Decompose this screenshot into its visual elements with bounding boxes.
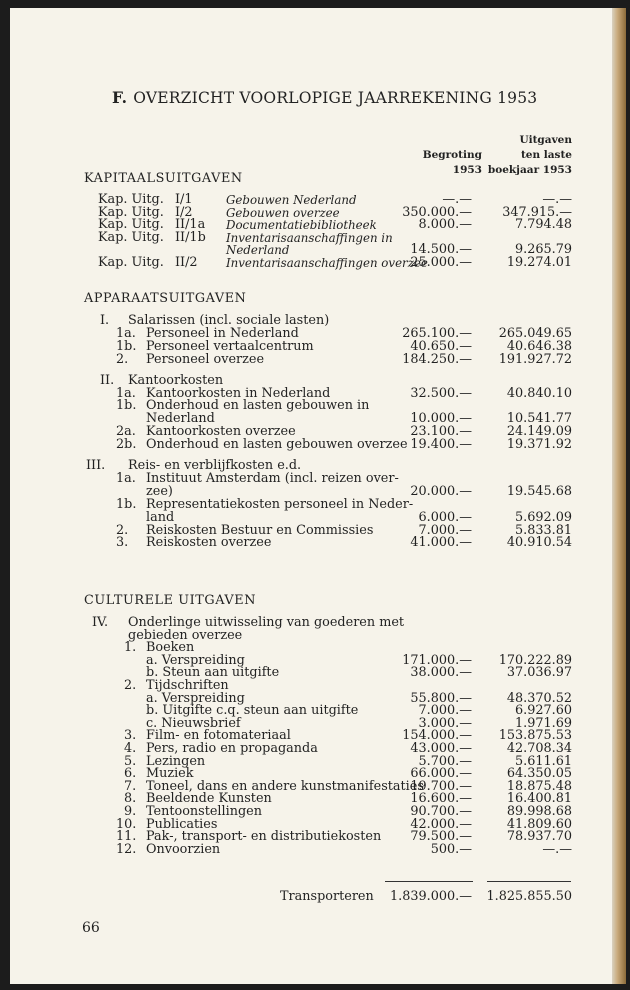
begroting-value: 19.400.— <box>410 437 472 453</box>
begroting-value: 184.250.— <box>402 351 472 367</box>
begroting-value: —.— <box>442 192 472 207</box>
item-number: 4. <box>124 741 137 756</box>
section-apparaatsuitgaven: APPARAATSUITGAVEN <box>84 291 247 306</box>
uitgaven-value: 1.971.69 <box>515 715 572 731</box>
item-label: Muziek <box>146 766 194 782</box>
item-label: Publicaties <box>146 816 218 832</box>
uitgaven-value: 9.265.79 <box>515 242 572 258</box>
uitgaven-value: 170.222.89 <box>498 652 572 668</box>
item-label: Kantoorkosten in Nederland <box>146 385 331 401</box>
begroting-value: 154.000.— <box>402 728 472 744</box>
begroting-value: 16.600.— <box>410 791 472 807</box>
uitgaven-value: 265.049.65 <box>498 325 572 341</box>
group-number: II. <box>100 372 115 388</box>
table-row <box>10 536 612 550</box>
item-number: 2. <box>116 522 129 538</box>
uitgaven-line-2: ten laste <box>520 149 572 161</box>
begroting-value: 32.500.— <box>410 385 472 401</box>
kap-description: Nederland <box>226 243 290 258</box>
begroting-value: 38.000.— <box>410 665 472 681</box>
kap-description: Gebouwen Nederland <box>226 193 357 207</box>
item-label: zee) <box>146 483 173 499</box>
item-label: Tentoonstellingen <box>146 804 262 819</box>
item-number: 9. <box>124 804 137 819</box>
item-label: Onderhoud en lasten gebouwen overzee <box>146 437 408 453</box>
item-label: a. Verspreiding <box>146 690 245 706</box>
begroting-line-1: Begroting <box>422 149 482 161</box>
group-number: III. <box>86 458 106 473</box>
uitgaven-value: 78.937.70 <box>506 829 572 845</box>
group-label: Kantoorkosten <box>128 372 224 388</box>
begroting-value: 10.000.— <box>410 411 472 427</box>
uitgaven-line-1: Uitgaven <box>519 134 572 146</box>
item-number: 5. <box>124 753 137 769</box>
uitgaven-value: —.— <box>542 841 572 857</box>
uitgaven-value: 5.692.09 <box>515 509 572 525</box>
item-label: Personeel in Nederland <box>146 325 299 341</box>
uitgaven-value: 5.611.61 <box>515 753 572 769</box>
item-label: Instituut Amsterdam (incl. reizen over- <box>146 470 399 486</box>
uitgaven-value: 42.708.34 <box>506 741 572 756</box>
uitgaven-value: 6.927.60 <box>515 703 572 719</box>
begroting-value: 19.700.— <box>410 778 472 794</box>
group-label: Reis- en verblijfkosten e.d. <box>128 458 302 473</box>
kap-label: Kap. Uitg. <box>98 217 164 233</box>
item-number: 2. <box>116 351 129 367</box>
page-title <box>112 88 537 107</box>
item-label: Representatiekosten personeel in Neder- <box>146 496 414 512</box>
item-number: 11. <box>116 829 137 845</box>
item-number: 6. <box>124 766 137 782</box>
kap-code: II/1a <box>175 217 206 233</box>
begroting-value: 42.000.— <box>410 816 472 832</box>
document-page <box>10 8 612 984</box>
item-label: Tijdschriften <box>146 678 229 693</box>
item-number: 1a. <box>116 385 136 401</box>
item-label: Film- en fotomateriaal <box>146 728 291 744</box>
uitgaven-value: 19.274.01 <box>506 255 572 270</box>
total-row <box>10 890 612 904</box>
title-letter: F. <box>112 88 128 107</box>
begroting-value: 6.000.— <box>418 509 472 525</box>
total-rule-uitgaven <box>487 881 571 882</box>
begroting-value: 20.000.— <box>410 483 472 499</box>
uitgaven-value: 153.875.53 <box>498 728 572 744</box>
begroting-value: 66.000.— <box>410 766 472 782</box>
book-spine-edge <box>612 8 626 984</box>
uitgaven-value: 10.541.77 <box>506 411 572 427</box>
total-uitgaven: 1.825.855.50 <box>486 889 572 904</box>
item-number: 3. <box>116 535 129 551</box>
begroting-value: 171.000.— <box>402 652 472 668</box>
uitgaven-value: 19.371.92 <box>506 437 572 453</box>
total-begroting: 1.839.000.— <box>390 889 472 904</box>
kap-description: Documentatiebibliotheek <box>226 218 377 233</box>
item-label: land <box>146 509 175 525</box>
begroting-value: 7.000.— <box>418 522 472 538</box>
item-label: Nederland <box>146 411 215 427</box>
uitgaven-value: 37.036.97 <box>506 665 572 681</box>
item-label: Reiskosten Bestuur en Commissies <box>146 522 374 538</box>
kap-code: I/2 <box>175 204 193 220</box>
item-label: Personeel overzee <box>146 351 265 367</box>
group-number: IV. <box>92 615 109 630</box>
item-label: Kantoorkosten overzee <box>146 424 296 440</box>
uitgaven-value: 40.910.54 <box>506 535 572 551</box>
item-label: Pers, radio en propaganda <box>146 741 318 756</box>
begroting-value: 25.000.— <box>410 255 472 270</box>
begroting-value: 23.100.— <box>410 424 472 440</box>
total-rule-begroting <box>385 881 473 882</box>
uitgaven-value: 191.927.72 <box>498 351 572 367</box>
begroting-value: 350.000.— <box>402 204 472 220</box>
kap-label: Kap. Uitg. <box>98 255 164 270</box>
begroting-value: 55.800.— <box>410 690 472 706</box>
begroting-value: 265.100.— <box>402 325 472 341</box>
begroting-value: 3.000.— <box>418 715 472 731</box>
section-culturele-uitgaven: CULTURELE UITGAVEN <box>84 593 257 608</box>
kap-description: Inventarisaanschaffingen overzee <box>226 256 428 270</box>
column-header-begroting <box>382 148 482 178</box>
uitgaven-value: 40.646.38 <box>506 338 572 354</box>
begroting-value: 8.000.— <box>418 217 472 233</box>
begroting-value: 40.650.— <box>410 338 472 354</box>
item-number: 12. <box>116 841 137 857</box>
uitgaven-value: 5.833.81 <box>515 522 572 538</box>
uitgaven-value: —.— <box>542 192 572 207</box>
item-number: 2a. <box>116 424 136 440</box>
uitgaven-value: 40.840.10 <box>506 385 572 401</box>
item-label: Beeldende Kunsten <box>146 791 272 807</box>
uitgaven-value: 24.149.09 <box>506 424 572 440</box>
begroting-value: 500.— <box>430 841 472 857</box>
kap-code: II/1b <box>175 229 206 245</box>
item-number: 2. <box>124 678 137 693</box>
column-header-uitgaven <box>472 133 572 178</box>
uitgaven-value: 347.915.— <box>502 204 572 220</box>
group-label: Onderlinge uitwisseling van goederen met <box>128 615 405 630</box>
item-number: 1b. <box>116 398 137 414</box>
begroting-value: 43.000.— <box>410 741 472 756</box>
item-number: 3. <box>124 728 137 744</box>
item-number: 1b. <box>116 338 137 354</box>
item-label: b. Uitgifte c.q. steun aan uitgifte <box>146 703 359 719</box>
begroting-value: 14.500.— <box>410 242 472 258</box>
begroting-value: 7.000.— <box>418 703 472 719</box>
kap-code: I/1 <box>175 192 193 207</box>
kap-label: Kap. Uitg. <box>98 204 164 220</box>
item-number: 7. <box>124 778 137 794</box>
table-row <box>10 256 612 270</box>
kap-label: Kap. Uitg. <box>98 229 164 245</box>
begroting-value: 41.000.— <box>410 535 472 551</box>
begroting-line-2: 1953 <box>452 164 482 176</box>
kap-code: II/2 <box>175 255 198 270</box>
section-kapitaalsuitgaven: KAPITAALSUITGAVEN <box>84 171 243 186</box>
begroting-value: 79.500.— <box>410 829 472 845</box>
item-label: Toneel, dans en andere kunstmanifestaties <box>146 778 424 794</box>
page-number: 66 <box>82 920 100 936</box>
table-row <box>10 353 612 367</box>
item-number: 1b. <box>116 496 137 512</box>
item-number: 10. <box>116 816 137 832</box>
uitgaven-line-3: boekjaar 1953 <box>487 164 572 176</box>
item-label: Pak-, transport- en distributiekosten <box>146 829 382 845</box>
kap-description: Inventarisaanschaffingen in <box>226 230 393 245</box>
begroting-value: 90.700.— <box>410 804 472 819</box>
item-label: a. Verspreiding <box>146 652 245 668</box>
kap-label: Kap. Uitg. <box>98 192 164 207</box>
item-number: 1a. <box>116 325 136 341</box>
uitgaven-value: 18.875.48 <box>506 778 572 794</box>
table-row <box>10 438 612 452</box>
item-number: 1. <box>124 640 137 656</box>
item-label: c. Nieuwsbrief <box>146 715 241 731</box>
total-label: Transporteren <box>280 889 374 904</box>
uitgaven-value: 48.370.52 <box>506 690 572 706</box>
kap-description: Gebouwen overzee <box>226 205 340 220</box>
table-row <box>10 843 612 857</box>
uitgaven-value: 16.400.81 <box>506 791 572 807</box>
item-label: Reiskosten overzee <box>146 535 272 551</box>
item-label: Onderhoud en lasten gebouwen in <box>146 398 370 414</box>
item-label: Personeel vertaalcentrum <box>146 338 314 354</box>
item-number: 8. <box>124 791 137 807</box>
item-number: 2b. <box>116 437 137 453</box>
uitgaven-value: 41.809.60 <box>506 816 572 832</box>
group-label: Salarissen (incl. sociale lasten) <box>128 313 330 328</box>
item-label: Lezingen <box>146 753 206 769</box>
group-number: I. <box>100 313 110 328</box>
group-label-continued: gebieden overzee <box>128 627 243 643</box>
item-label: b. Steun aan uitgifte <box>146 665 280 681</box>
uitgaven-value: 7.794.48 <box>515 217 572 233</box>
begroting-value: 5.700.— <box>418 753 472 769</box>
item-label: Onvoorzien <box>146 841 221 857</box>
item-label: Boeken <box>146 640 195 656</box>
title-text: OVERZICHT VOORLOPIGE JAARREKENING 1953 <box>133 89 538 107</box>
uitgaven-value: 19.545.68 <box>506 483 572 499</box>
uitgaven-value: 64.350.05 <box>506 766 572 782</box>
item-number: 1a. <box>116 470 136 486</box>
uitgaven-value: 89.998.68 <box>506 804 572 819</box>
